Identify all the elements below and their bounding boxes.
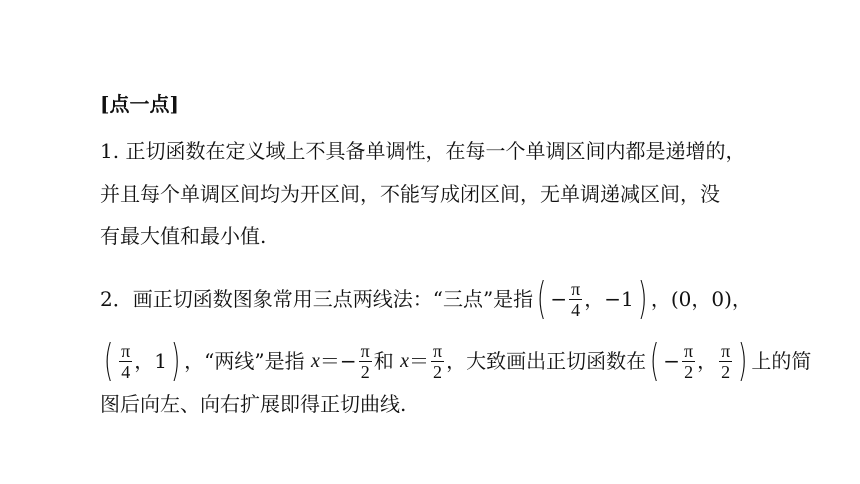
fraction-denominator: 4 (569, 299, 582, 320)
paragraph-2-text: 2．画正切函数图象常用三点两线法：“三点”是指 (100, 287, 534, 311)
paragraph-1-line-2: 并且每个单调区间均为开区间，不能写成闭区间，无单调递减区间，没 (100, 182, 720, 206)
paragraph-1-line-3: 有最大值和最小值. (100, 224, 267, 248)
fraction-pi-over-2 (682, 341, 695, 382)
interval-separator: ， (697, 349, 718, 373)
paragraph-2-line-3: 图后向左、向右扩展即得正切曲线. (100, 392, 407, 416)
minus-sign: − (663, 349, 681, 373)
line-end-text: 上的简 (751, 349, 812, 373)
left-paren: ( (103, 335, 114, 386)
fraction-denominator: 2 (682, 361, 695, 382)
left-paren: ( (649, 335, 660, 386)
fraction-numerator: π (360, 340, 370, 361)
point-3-y: ，1 (134, 349, 167, 373)
fraction-pi-over-4 (119, 341, 132, 382)
fraction-pi-over-2 (359, 341, 372, 382)
fraction-numerator: π (721, 340, 731, 361)
fraction-denominator: 2 (359, 361, 372, 382)
point-2: ，(0，0)， (650, 287, 752, 311)
paragraph-2-line-1 (100, 273, 752, 324)
fraction-numerator: π (432, 340, 443, 361)
var-x: x (400, 350, 409, 372)
equals: ＝ (408, 349, 429, 373)
section-heading: [点一点] (100, 92, 179, 116)
fraction-pi-over-2 (719, 341, 732, 382)
equals-minus: ＝− (319, 349, 357, 373)
after-text: ，大致画出正切函数在 (446, 349, 647, 373)
var-x: x (310, 350, 320, 372)
fraction-numerator: π (571, 278, 581, 299)
right-paren: ) (637, 273, 648, 324)
right-paren: ) (738, 335, 748, 386)
two-lines-text: ，“两线”是指 (184, 349, 305, 373)
fraction-denominator: 2 (719, 361, 732, 382)
fraction-denominator: 4 (119, 361, 132, 382)
and-text: 和 (373, 349, 394, 373)
fraction-pi-over-4 (569, 279, 582, 320)
fraction-numerator: π (684, 340, 694, 361)
right-paren: ) (170, 335, 181, 386)
fraction-denominator: 2 (431, 361, 444, 382)
point-1-y: ，−1 (584, 287, 634, 311)
fraction-numerator: π (121, 340, 131, 361)
paragraph-2-line-2 (100, 335, 812, 386)
minus-sign: − (550, 287, 568, 311)
left-paren: ( (537, 273, 547, 324)
fraction-pi-over-2 (431, 341, 444, 382)
paragraph-1-line-1: 1. 正切函数在定义域上不具备单调性，在每一个单调区间内都是递增的， (100, 139, 746, 163)
